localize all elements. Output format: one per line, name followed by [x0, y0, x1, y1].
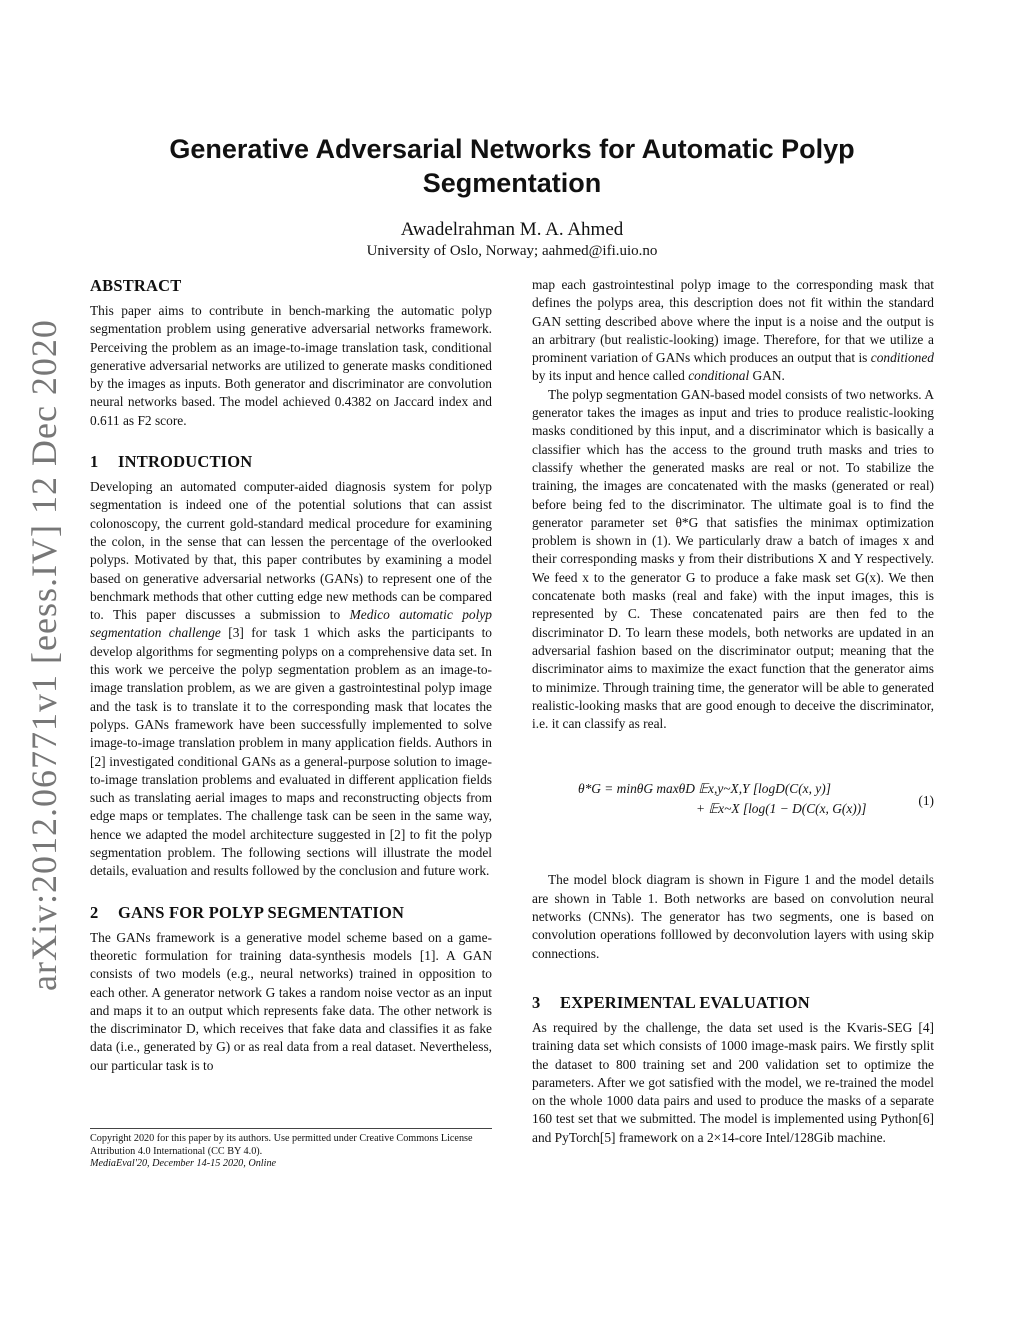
- intro-paragraph: Developing an automated computer-aided diagnosis system for polyp segmentation is indeed one of the potential solutions that can assist colonoscopy, the current gold-standard medical procedure for examining the colon, in the sense that can lessen the percentage of the overlooked polyps. Motivated by that, this paper contributes by examining a model based on generative adversarial networks (GANs) to represent one of the benchmark methods that other cutting edge new methods can be compared to. This paper discusses a submission to Medico automatic polyp segmentation challenge [3] for task 1 which asks the participants to develop algorithms for segmenting polyps on a comprehensive data set. In this work we perceive the polyp segmentation problem as an image-to-image translation problem, as we are given a gastrointestinal polyp image and the task is to translate it to the corresponding mask that locates the polyps. GANs framework have been successfully implemented to solve image-to-image translation problem in many application fields. Authors in [2] investigated conditional GANs as a general-purpose solution to image-to-image translation problems and evaluated in different application fields such as translating aerial images to maps and reconstructing objects from edge maps or templates. The challenge task can be seen in the same way, hence we adapted the model architecture suggested in [2] to fit the polyp segmentation problem. The following sections will illustrate the model details, evaluation and results followed by the conclusion and future work.: [90, 479, 492, 879]
- author-affiliation: University of Oslo, Norway; aahmed@ifi.uio.no: [366, 243, 658, 259]
- arxiv-watermark: [14, 319, 74, 991]
- block-diagram-paragraph: The model block diagram is shown in Figure 1 and the model details are shown in Table 1. Both networks are based on convolution neural networks (CNNs). The generator has two segments, one is based on convolution operations folllowed by deconvolution layers with using skip connections.: [532, 872, 934, 961]
- abstract-heading: ABSTRACT: [90, 276, 182, 295]
- equation-line-1: θ*G = minθG maxθD 𝔼x,y~X,Y [logD(C(x, y)]: [578, 781, 831, 797]
- copyright-text: Copyright 2020 for this paper by its authors. Use permitted under Creative Commons License Attribution 4.0 International (CC BY 4.0).: [90, 1133, 473, 1157]
- gans-paragraph: The GANs framework is a generative model scheme based on a game-theoretic formulation for training data-synthesis models [1]. A GAN consists of two models (e.g., neural networks) trained in opposition to each other. A generator network G takes a random noise vector as an input and maps it to an output which represents fake data. The other network is the discriminator D, which receives that fake data and classifies it as fake data (i.e., generated by G) or as real data from a real dataset. Nevertheless, our particular task is to: [90, 929, 492, 1073]
- paper-title: Generative Adversarial Networks for Automatic Polyp Segmentation: [169, 134, 855, 198]
- equation-line-2: + 𝔼x~X [log(1 − D(C(x, G(x))]: [696, 801, 867, 817]
- section-title: INTRODUCTION: [118, 452, 253, 472]
- section-title: EXPERIMENTAL EVALUATION: [560, 992, 810, 1012]
- left-column: [90, 276, 492, 1075]
- section-heading-introduction: [90, 452, 492, 472]
- section-heading-evaluation: [532, 993, 934, 1013]
- gans-model-paragraph: The polyp segmentation GAN-based model consists of two networks. A generator takes the images as input and tries to produce realistic-looking masks conditioned by this input, and a discriminator which is basically a classifier which has the access to the ground truth masks and tries to classify whether the generated masks are real or not. To stabilize the training, the images are concatenated with the masks (generated or real) before being fed to the discriminator. The ultimate goal is to find the generator parameter set θ*G that satisfies the minimax optimization problem is shown in (1). We particularly draw a batch of images x and their corresponding masks y from their distributions X and Y respectively. We feed x to the generator G to produce a fake mask set G(x). We then concatenate both masks (real and fake) with the input images, this is represented by C. These concatenated pairs are then fed to the discriminator D. To learn these models, both networks are updated in an adversarial fashion based on the discriminator output; meaning that the discriminator aims to maximize the exact function that the generator aims to minimize. Through training time, the generator will be able to generated realistic-looking masks that are good enough to deceive the discriminator, i.e. it can classify as real.: [532, 386, 934, 732]
- section-title: GANS FOR POLYP SEGMENTATION: [118, 902, 405, 922]
- section-heading-gans: [90, 903, 492, 923]
- section-number: 3: [532, 992, 541, 1012]
- challenge-name: Medico automatic polyp segmentation challenge: [90, 607, 492, 641]
- section-number: 2: [90, 902, 99, 922]
- gans-paragraph-continued: map each gastrointestinal polyp image to the corresponding mask that defines the polyps area, this description does not fit within the standard GAN setting described above where the input is a noise and the output is an arbitrary (but realistic-looking) image. Therefore, for that we utilize a prominent variation of GANs which produces an output that is conditioned by its input and hence called conditional GAN.: [532, 277, 934, 384]
- arxiv-id: arXiv:2012.06771v1 [eess.IV] 12 Dec 2020: [24, 319, 64, 991]
- abstract-text: This paper aims to contribute in bench-marking the automatic polyp segmentation problem using generative adversarial networks framework. Perceiving the problem as an image-to-image translation task, conditional generative adversarial networks are utilized to generate masks conditioned by the images as inputs. Both generator and discriminator are convolution neural networks based. The model achieved 0.4382 on Jaccard index and 0.611 as F2 score.: [90, 303, 492, 428]
- venue-text: MediaEval'20, December 14-15 2020, Online: [90, 1158, 277, 1170]
- evaluation-paragraph: As required by the challenge, the data set used is the Kvaris-SEG [4] training data set which consists of 1000 image-mask pairs. We firstly split the dataset to 800 training set and 200 validation set to optimize the parameters. After we got satisfied with the model, we re-trained the model on the whole 1000 data pairs and used to produce the masks of a separate 160 test set that we submitted. The model is implemented using Python[6] and PyTorch[5] framework on a 2×14-core Intel/128Gib machine.: [532, 1019, 934, 1145]
- author-name: Awadelrahman M. A. Ahmed: [400, 219, 624, 240]
- section-number: 1: [90, 452, 99, 472]
- equation-number: (1): [918, 793, 934, 809]
- copyright-footnote: [90, 1128, 492, 1171]
- equation-block: [532, 781, 934, 841]
- right-column: [532, 276, 934, 1147]
